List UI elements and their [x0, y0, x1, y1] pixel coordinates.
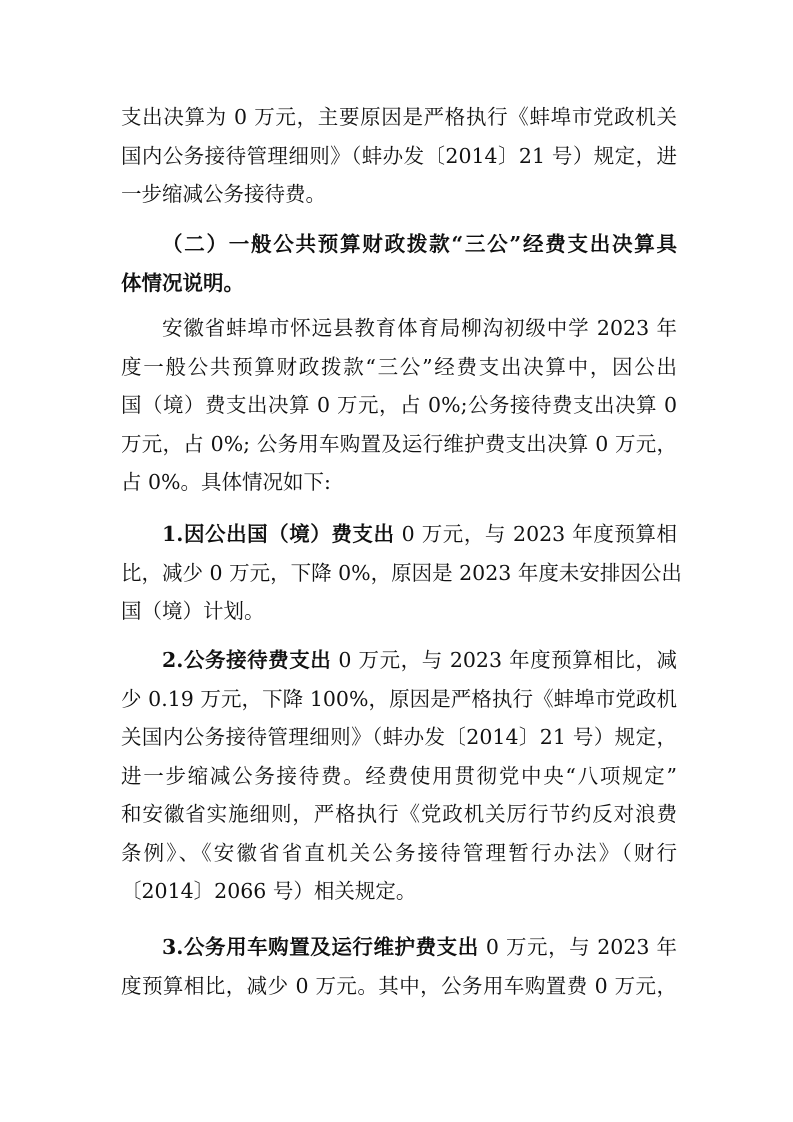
text-line: 安徽省蚌埠市怀远县教育体育局柳沟初级中学 2023 年	[162, 316, 677, 340]
text-run: 0 万元，与 2023 年度预算相比，减	[331, 648, 677, 672]
text-line: 支出决算为 0 万元，主要原因是严格执行《蚌埠市党政机关	[121, 105, 677, 129]
text-line: 和安徽省实施细则，严格执行《党政机关厉行节约反对浪费	[121, 802, 677, 826]
paragraph-official-vehicles	[121, 928, 677, 1005]
text-line	[121, 928, 677, 967]
text-line: 国内公务接待管理细则》（蚌办发〔2014〕21 号）规定，进	[121, 143, 677, 168]
bold-lead: 2.公务接待费支出	[162, 648, 332, 672]
text-line: 〔2014〕2066 号）相关规定。	[121, 879, 417, 903]
text-line: 占 0%。具体情况如下:	[121, 470, 331, 494]
text-line: 国（境）费支出决算 0 万元，占 0%;公务接待费支出决算 0	[121, 393, 677, 417]
paragraph-overseas-travel	[121, 515, 682, 631]
text-line: 一步缩减公务接待费。	[121, 182, 326, 206]
bold-lead: 3.公务用车购置及运行维护费支出	[162, 935, 479, 959]
text-line: 度预算相比，减少 0 万元。其中，公务用车购置费 0 万元，	[121, 973, 677, 998]
paragraph-official-reception	[121, 641, 677, 911]
heading-line: 体情况说明。	[121, 270, 244, 295]
text-line: 少 0.19 万元，下降 100%，原因是严格执行《蚌埠市党政机	[121, 686, 677, 711]
paragraph-reception-cost-continued	[121, 98, 677, 214]
text-run: 0 万元，与 2023 年	[478, 935, 678, 959]
text-line: 国（境）计划。	[121, 599, 265, 623]
text-line: 万元，占 0%; 公务用车购置及运行维护费支出决算 0 万元，	[121, 431, 677, 456]
text-line: 比，减少 0 万元，下降 0%，原因是 2023 年度未安排因公出	[121, 560, 682, 585]
text-line: 进一步缩减公务接待费。经费使用贯彻党中央“八项规定”	[121, 763, 677, 788]
text-line	[121, 515, 677, 554]
text-run: 0 万元，与 2023 年度预算相	[394, 522, 677, 546]
text-line	[121, 641, 677, 680]
bold-lead: 1.因公出国（境）费支出	[162, 522, 395, 546]
paragraph-summary	[121, 309, 677, 502]
text-line: 条例》、《安徽省省直机关公务接待管理暂行办法》（财行	[121, 840, 677, 865]
text-line: 关国内公务接待管理细则》（蚌办发〔2014〕21 号）规定，	[121, 725, 677, 749]
section-heading-three-public-costs	[121, 225, 677, 302]
heading-line: （二）一般公共预算财政拨款“三公”经费支出决算具	[162, 232, 677, 256]
text-line: 度一般公共预算财政拨款“三公”经费支出决算中，因公出	[121, 354, 677, 379]
